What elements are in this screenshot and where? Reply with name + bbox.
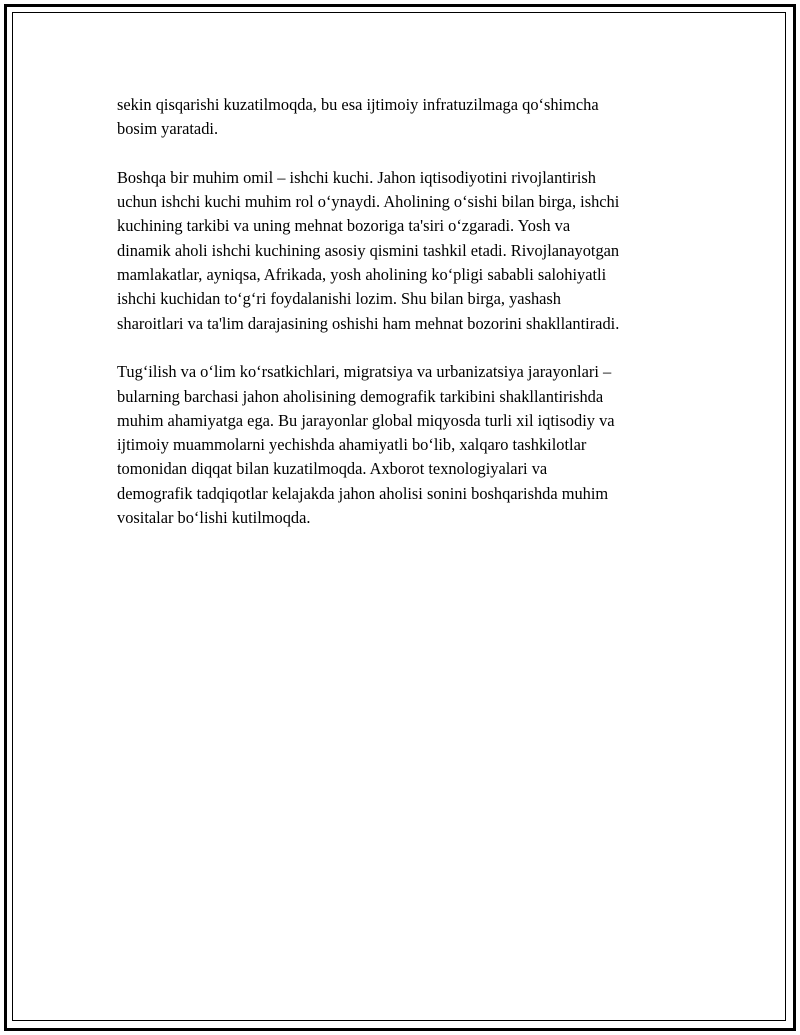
document-body — [117, 93, 689, 555]
paragraph-2: Boshqa bir muhim omil – ishchi kuchi. Jahon iqtisodiyotini rivojlantirish uchun ishchi kuchi muhim rol o‘ynaydi. Aholining o‘sishi bilan birga, ishchi kuchining tarkibi va uning mehnat bozoriga ta'siri o‘zgaradi. Yosh va dinamik aholi ishchi kuchining asosiy qismini tashkil etadi. Rivojlanayotgan mamlakatlar, ayniqsa, Afrikada, yosh aholining ko‘pligi sababli salohiyatli ishchi kuchidan to‘g‘ri foydalanishi lozim. Shu bilan birga, yashash sharoitlari va ta'lim darajasining oshishi ham mehnat bozorini shakllantiradi. — [117, 167, 620, 333]
paragraph-3: Tug‘ilish va o‘lim ko‘rsatkichlari, migratsiya va urbanizatsiya jarayonlari – bularning barchasi jahon aholisining demografik tarkibini shakllantirishda muhim ahamiyatga ega. Bu jarayonlar global miqyosda turli xil iqtisodiy va ijtimoiy muammolarni yechishda ahamiyatli bo‘lib, xalqaro tashkilotlar tomonidan diqqat bilan kuzatilmoqda. Axborot texnologiyalari va demografik tadqiqotlar kelajakda jahon aholisi sonini boshqarishda muhim vositalar bo‘lishi kutilmoqda. — [117, 362, 615, 528]
paragraph-1: sekin qisqarishi kuzatilmoqda, bu esa ijtimoiy infratuzilmaga qo‘shimcha bosim yaratadi. — [117, 95, 599, 139]
